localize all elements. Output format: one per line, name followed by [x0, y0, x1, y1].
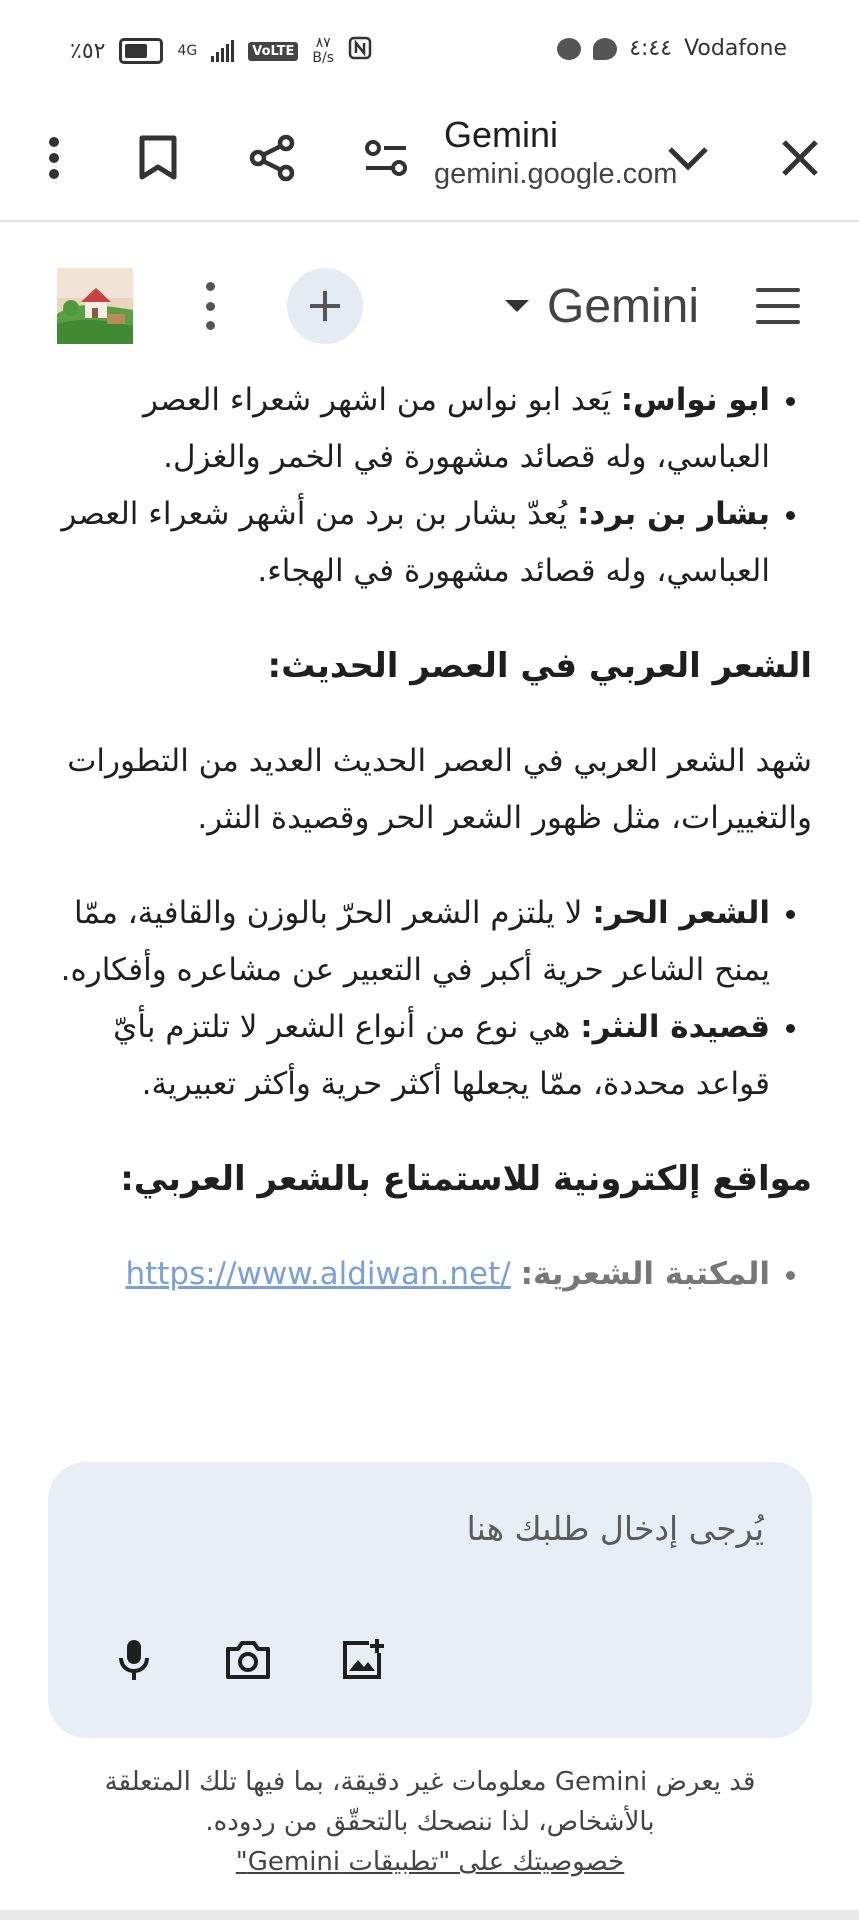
list-item-text: يُعدّ بشار بن برد من أشهر شعراء العصر العباسي، وله قصائد مشهورة في الهجاء.: [61, 496, 770, 589]
list-item-text: هي نوع من أنواع الشعر لا تلتزم بأيّ قواعد محددة، ممّا يجعلها أكثر حرية وأكثر تعبيرية.: [113, 1009, 770, 1102]
privacy-link[interactable]: خصوصيتك على "تطبيقات Gemini": [235, 1847, 625, 1877]
share-icon[interactable]: [244, 130, 300, 186]
list-item-text: يَعد ابو نواس من اشهر شعراء العصر العباسي، وله قصائد مشهورة في الخمر والغزل.: [143, 382, 770, 475]
status-bar-left: [70, 36, 372, 66]
browser-toolbar: [0, 100, 859, 222]
list-item: [40, 372, 770, 486]
disclaimer-text: قد يعرض Gemini معلومات غير دقيقة، بما فيها تلك المتعلقة بالأشخاص، لذا ننصحك بالتحقّق من ردوده.: [104, 1767, 756, 1837]
forms-list: [40, 885, 812, 1113]
signal-icon: [211, 40, 234, 62]
bookmark-icon[interactable]: [130, 130, 186, 186]
model-switcher[interactable]: [505, 274, 699, 338]
list-item-title: بشار بن برد:: [576, 496, 770, 532]
message-icon: [593, 38, 617, 60]
plus-icon: [307, 288, 343, 324]
list-item-title: المكتبة الشعرية:: [520, 1256, 770, 1292]
battery-percent: ٪٥٢: [70, 38, 106, 64]
chat-options-icon[interactable]: [194, 282, 226, 330]
messenger-icon: [557, 38, 581, 60]
page-url: gemini.google.com: [434, 158, 678, 190]
gemini-header: [0, 222, 859, 372]
more-options-icon[interactable]: [26, 130, 82, 186]
caret-down-icon: [505, 300, 529, 312]
close-icon[interactable]: [772, 130, 828, 186]
section-heading: الشعر العربي في العصر الحديث:: [267, 646, 812, 686]
poets-list: [40, 372, 812, 600]
camera-icon[interactable]: [218, 1630, 278, 1690]
list-item: [40, 885, 770, 999]
clock: ٤:٤٤: [629, 36, 673, 61]
paragraph: شهد الشعر العربي في العصر الحديث العديد من التطورات والتغييرات، مثل ظهور الشعر الحر وقصيدة النثر.: [67, 743, 812, 836]
list-item: [40, 486, 770, 600]
list-item-title: ابو نواس:: [620, 382, 770, 418]
page-info-icon[interactable]: [358, 130, 414, 186]
prompt-card: [48, 1462, 812, 1738]
status-bar: [0, 0, 859, 100]
chevron-down-icon[interactable]: [660, 130, 716, 186]
new-chat-button[interactable]: [287, 268, 363, 344]
disclaimer-footer: [60, 1762, 800, 1882]
list-item-text: لا يلتزم الشعر الحرّ بالوزن والقافية، ممّا يمنح الشاعر حرية أكبر في التعبير عن مشاعره وأفكاره.: [60, 895, 770, 988]
network-speed: ٨٧ B/s: [312, 35, 335, 66]
site-link[interactable]: https://www.aldiwan.net/: [125, 1256, 511, 1292]
nfc-icon: [348, 36, 372, 66]
volte-icon: VoLTE: [248, 42, 298, 61]
avatar[interactable]: [57, 268, 133, 344]
prompt-input[interactable]: [202, 1508, 766, 1549]
navigation-bar: [0, 1910, 859, 1920]
list-item-title: قصيدة النثر:: [580, 1009, 770, 1045]
section-heading: مواقع إلكترونية للاستمتاع بالشعر العربي:: [120, 1159, 812, 1199]
battery-icon: [119, 38, 163, 64]
menu-icon[interactable]: [756, 288, 800, 324]
list-item: [40, 1246, 770, 1303]
page-title: Gemini: [444, 114, 559, 155]
status-bar-right: [557, 36, 787, 61]
list-item: [40, 999, 770, 1113]
add-image-icon[interactable]: [332, 1630, 392, 1690]
microphone-icon[interactable]: [104, 1630, 164, 1690]
page-title-block[interactable]: [434, 114, 678, 191]
response-content: [40, 372, 812, 1432]
carrier-name: Vodafone: [684, 36, 787, 61]
model-name: Gemini: [547, 279, 700, 333]
sites-list: [40, 1246, 812, 1303]
list-item-title: الشعر الحر:: [592, 895, 770, 931]
network-type-icon: 4G: [177, 42, 198, 59]
